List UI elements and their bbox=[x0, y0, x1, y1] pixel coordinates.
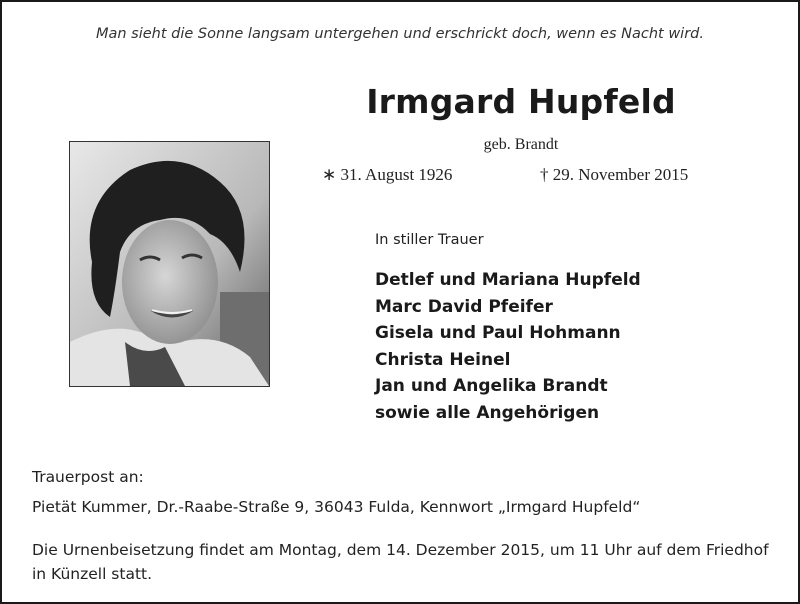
condolence-label: Trauerpost an: bbox=[32, 468, 144, 486]
memorial-quote: Man sieht die Sonne langsam untergehen und erschrickt doch, wenn es Nacht wird. bbox=[95, 26, 704, 42]
portrait-photo-illustration bbox=[70, 142, 269, 386]
mourner-name: Jan und Angelika Brandt bbox=[375, 376, 608, 396]
mourner-name: Christa Heinel bbox=[375, 349, 511, 370]
condolence-address: Pietät Kummer, Dr.-Raabe-Straße 9, 36043 Fulda, Kennwort „Irmgard Hupfeld“ bbox=[32, 498, 641, 516]
mourner-name: Gisela und Paul Hohmann bbox=[375, 323, 621, 343]
death-date: † 29. November 2015 bbox=[540, 165, 689, 184]
ceremony-info: Die Urnenbeisetzung findet am Montag, dem 14. Dezember 2015, um 11 Uhr auf dem Friedhof in Künzell statt. bbox=[32, 541, 769, 583]
mourners-list bbox=[375, 267, 641, 426]
birth-date: ∗ 31. August 1926 bbox=[322, 165, 453, 184]
mourner-name: Detlef und Mariana Hupfeld bbox=[375, 270, 641, 290]
mourner-name: sowie alle Angehörigen bbox=[375, 402, 600, 423]
mourner-name: Marc David Pfeifer bbox=[375, 296, 553, 317]
mourning-phrase: In stiller Trauer bbox=[375, 232, 484, 248]
deceased-name: Irmgard Hupfeld bbox=[366, 82, 676, 121]
birth-name: geb. Brandt bbox=[483, 136, 559, 153]
portrait-photo bbox=[69, 141, 270, 387]
